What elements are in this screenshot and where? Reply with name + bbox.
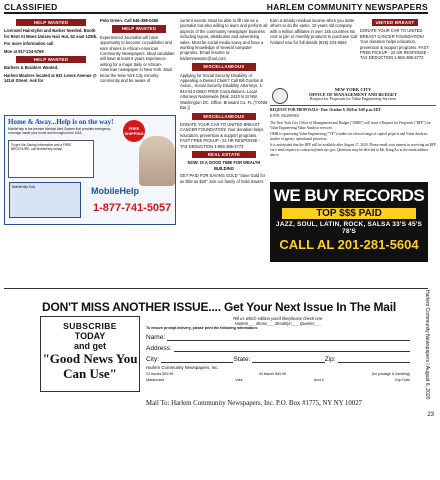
mastercard-checkbox[interactable]: Mastercard [146, 378, 164, 382]
page-number: 23 [427, 412, 434, 418]
form-note: To ensure prompt delivery, please print the following information: [146, 326, 258, 330]
classified-text: Earn a steady residual income when you invite others to do the same. 10 years old company with a million affiliates in over 145 countries No cost to join or monthly products to purchase Call /Voland now for full details (929) 234-6564 [270, 18, 358, 45]
classified-text: Barbers & Braiders Wanted. [4, 65, 59, 71]
ad-title: Home & Away...Help is on the way! [8, 118, 114, 126]
free-shipping-badge: FREE SHIPPING [123, 120, 145, 142]
classified-text: Experienced Journalist will have opportunity to become co-publisher and earn shares in African-American Community Newspapers. Ideal candidate will have at least 5 years experience writing for a major daily or African-American newspaper in New York. Must know the New York City minority community and be aware of [100, 34, 175, 84]
payment-options[interactable] [146, 378, 410, 382]
records-ad[interactable] [270, 182, 428, 262]
section-heading: UNITED BREAST [372, 19, 418, 26]
column-2 [100, 18, 178, 85]
classified-text: DONATE YOUR CAR TO UNITED BREAST CANCER FOUNDATION! Your donation helps education, prevention & support programs. FAST FREE PICKUP - 24 HR RESPONSE - TAX DEDUCTION 1-855-385-3773 [360, 28, 429, 61]
form-editions[interactable]: Harlem___ Bronx___ Brooklyn___ Queens___ [234, 321, 322, 326]
form-company: Harlem Community Newspapers, Inc. [146, 365, 219, 370]
section-heading: HELP WANTED [112, 25, 166, 32]
notice-subtitle: Request for Proposals for Value Engineering Services [310, 96, 396, 102]
name-field[interactable]: Name: [146, 333, 410, 341]
subscribe-today: TODAY [74, 331, 106, 341]
subscribe-title: SUBSCRIBE [63, 321, 117, 331]
records-paid: TOP $$$ PAID [282, 208, 416, 219]
column-3 [180, 18, 268, 186]
issue-options[interactable]: 24 Issues $29.95 44 Issues $49.95 (for postage & handling) [146, 372, 410, 376]
notice-text: OMB is sponsoring Value Engineering ("VE") studies on a broad range of capital projects and Value Analysis studies of agency operational processes. [270, 132, 428, 141]
section-header [4, 2, 428, 14]
ad-tagline: MobileHelp is the premier Medical Alert System that provides emergency coverage inside your home and throughout the USA. [8, 127, 111, 135]
mobilehelp-logo: MobileHelp [91, 186, 140, 196]
column-4 [270, 18, 358, 84]
classified-text: Licensed Hairstylist and Barber Needed. Booth for Rent At Moes Unisex Hair Hut, 52 east 125th. [4, 28, 98, 39]
section-heading: HELP WANTED [16, 56, 86, 63]
column-5 [360, 18, 430, 84]
classified-text: For more information call [4, 41, 54, 47]
records-phone[interactable]: CALL AL 201-281-5604 [279, 237, 419, 252]
records-genres: JAZZ, SOUL, LATIN, ROCK, SALSA 33'S 45'S 78'S [275, 221, 423, 235]
notice-title-2: OFFICE OF MANAGEMENT AND BUDGET [309, 91, 397, 97]
subscribe-box [40, 316, 140, 392]
subscribe-slogan: "Good News You Can Use" [42, 351, 138, 381]
classified-text: Harlem Masters located at 631 Lenox Avenue @ 141st Street. Ask for [4, 72, 97, 84]
section-heading: MISCELLANEOUS [192, 113, 256, 120]
notice-text: It is anticipated that the RFP will be available after August 17, 2020. Please email your interest in receiving an RFP via e-mail request to contracts@omb.nyc.gov. Questions may be directed to Mr. Kang Ko at the email address above. [270, 143, 436, 157]
notice-rfp: REQUEST FOR PROPOSALS - Due: October 9, 2020 at 3:00 p.m. EDT [270, 107, 381, 112]
address-field[interactable]: Address: [146, 344, 410, 352]
classified-text: DONATE YOUR CAR TO UNITED BREAST CANCER FOUNDATION! Your donation helps education, prevention & support programs. FAST FREE PICKUP - 24 HR RESPONSE - TAX DEDUCTION 1-855-385-3773 [180, 121, 264, 149]
acct-field[interactable]: Acct # [313, 378, 324, 382]
city-seal-icon [272, 88, 288, 104]
publication-title: HARLEM COMMUNITY NEWSPAPERS [266, 2, 428, 12]
device-panel: MobileHelp Solo [9, 182, 81, 218]
promo-headline: DON'T MISS ANOTHER ISSUE.... Get Your Next Issue In The Mail [42, 300, 397, 314]
exp-field[interactable]: Exp Date [395, 378, 410, 382]
section-heading: REAL ESTATE [192, 151, 256, 158]
classified-text: Moe at 917-224-5769 [4, 48, 44, 54]
subscribe-and-get: and get [73, 341, 106, 351]
mobilehelp-ad[interactable] [4, 115, 176, 225]
mailing-address: Mail To: Harlem Community Newspapers, Inc. P.O. Box #1775, NY NY 10027 [146, 400, 362, 407]
classified-title: CLASSIFIED [4, 2, 58, 12]
notice-text: The New York City Office of Management and Budget ("OMB") will issue a Request for Proposals ("RFP") for Value Engineering/Value Analysis services. [270, 120, 431, 130]
records-headline: WE BUY RECORDS [273, 186, 425, 205]
ad-phone[interactable]: 1-877-741-5057 [93, 202, 172, 214]
classified-text: current events. Must be able to fill role as a journalist but also willing to learn and perform all aspects of the community newspaper business including layout, distribution and advertising sales. Must be social media savvy and have a working knowledge of several computer programs. Email resume to: harlemnewsinc@aol.com [180, 18, 268, 61]
classified-text: GET PAID FOR SAVING GOLD "Save Gold for as little as $20" Join our family of Gold Savers [180, 173, 266, 184]
divider [4, 288, 428, 289]
city-state-zip-field[interactable]: City: State: Zip: [146, 355, 410, 363]
column-1 [4, 18, 98, 86]
notice-epin: E-PIN: 00220P0001 [270, 114, 300, 119]
classified-text: Applying for Social Security Disability or Appealing a Denied Claim? Call Bill Gordon & Assoc., Social Security Disability Attorneys, 1-844-513-0862! FREE Consultations. Local Attorneys Nationwide [Mail: 2420 N St NW, Washington DC. Office: Broward Co. FL (TX/NM Bar.)] [180, 72, 268, 111]
omb-notice [270, 88, 436, 166]
visa-checkbox[interactable]: Visa [235, 378, 243, 382]
ad-info-box: To get Life Saving Information and a FREE BROCHURE, call MobileHelp today! [8, 140, 94, 178]
section-heading: HELP WANTED [16, 19, 86, 26]
form-tag: Tell us which edition you'd like/please check one: [232, 316, 324, 321]
section-heading: MISCELLANEOUS [192, 63, 256, 70]
classified-text: Polo Green. Call 646-388-0450 [100, 18, 159, 23]
side-caption: Harlem Community Newspapers | August 6, 2020 [424, 290, 430, 400]
person-photo [139, 136, 175, 186]
notice-title: NEW YORK CITY [334, 87, 372, 92]
divider [270, 105, 436, 106]
subscription-form [146, 316, 410, 394]
classified-text: NOW: IS A GOOD TIME FOR WEALTH BUILDING [187, 160, 261, 171]
